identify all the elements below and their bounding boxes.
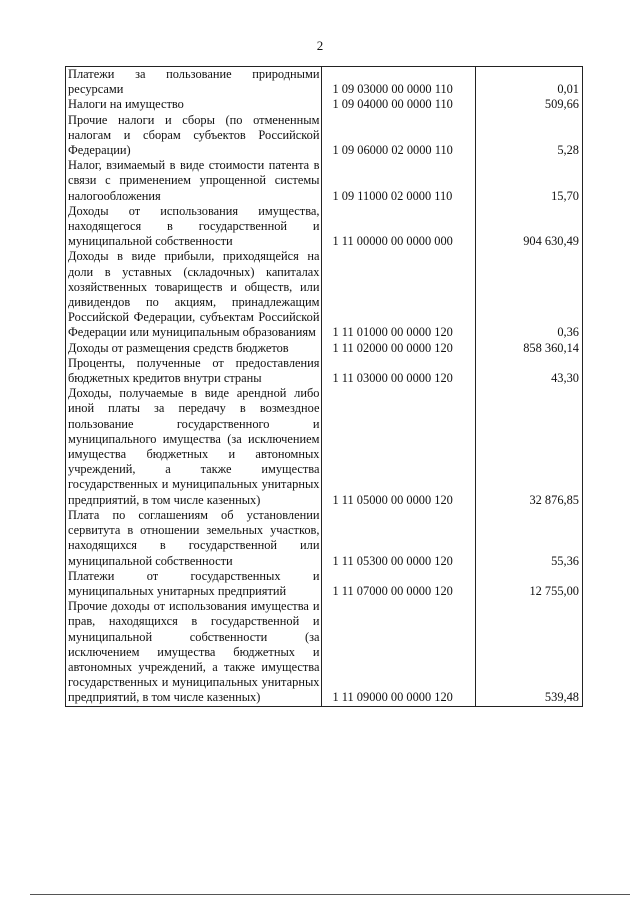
row-code: 1 11 07000 00 0000 120 [322,569,475,599]
table-row [66,97,583,112]
revenue-table [65,66,583,707]
table-row [66,113,583,159]
row-sum: 858 360,14 [475,341,582,356]
row-sum: 5,28 [475,113,582,159]
row-code: 1 11 02000 00 0000 120 [322,341,475,356]
row-name: Прочие налоги и сборы (по отмененным налогам и сборам субъектов Российской Федерации) [66,113,322,159]
row-name: Доходы от размещения средств бюджетов [66,341,322,356]
row-name: Доходы, получаемые в виде арендной либо иной платы за передачу в возмездное пользование государственного и муниципального имущества (за исключением имущества бюджетных и автономных учреждений, а также имущества государственных и муниципальных унитарных предприятий, в том числе казенных) [66,386,322,508]
row-name: Плата по соглашениям об установлении сервитута в отношении земельных участков, находящихся в государственной или муниципальной собственности [66,508,322,569]
row-sum: 55,36 [475,508,582,569]
row-code: 1 11 01000 00 0000 120 [322,249,475,340]
row-name: Доходы от использования имущества, находящегося в государственной и муниципальной собственности [66,204,322,250]
row-name: Проценты, полученные от предоставления бюджетных кредитов внутри страны [66,356,322,386]
page-bottom-rule [30,894,630,895]
row-sum: 539,48 [475,599,582,706]
row-code: 1 09 03000 00 0000 110 [322,67,475,98]
row-name: Налог, взимаемый в виде стоимости патента в связи с применением упрощенной системы налогообложения [66,158,322,204]
row-name: Прочие доходы от использования имущества и прав, находящихся в государственной и муниципальной собственности (за исключением имущества бюджетных и автономных учреждений, а также имущества государственных и муниципальных унитарных предприятий, в том числе казенных) [66,599,322,706]
row-code: 1 09 06000 02 0000 110 [322,113,475,159]
row-code: 1 09 11000 02 0000 110 [322,158,475,204]
row-code: 1 11 09000 00 0000 120 [322,599,475,706]
table-row [66,356,583,386]
row-sum: 904 630,49 [475,204,582,250]
table-row [66,386,583,508]
row-sum: 0,01 [475,67,582,98]
table-row [66,599,583,706]
page-number: 2 [316,38,324,53]
table-row [66,204,583,250]
table-row [66,249,583,340]
row-code: 1 11 05300 00 0000 120 [322,508,475,569]
row-sum: 0,36 [475,249,582,340]
table-row [66,508,583,569]
row-name: Доходы в виде прибыли, приходящейся на доли в уставных (складочных) капиталах хозяйственных товариществ и обществ, или дивидендов по акциям, принадлежащим Российской Федерации, субъектам Российской Федерации или муниципальным образованиям [66,249,322,340]
table-row [66,158,583,204]
row-sum: 15,70 [475,158,582,204]
table-row [66,341,583,356]
row-code: 1 11 05000 00 0000 120 [322,386,475,508]
row-sum: 509,66 [475,97,582,112]
row-name: Налоги на имущество [66,97,322,112]
row-name: Платежи от государственных и муниципальных унитарных предприятий [66,569,322,599]
row-sum: 12 755,00 [475,569,582,599]
table-row [66,569,583,599]
row-name: Платежи за пользование природными ресурсами [66,67,322,98]
row-code: 1 11 00000 00 0000 000 [322,204,475,250]
table-row [66,67,583,98]
row-sum: 43,30 [475,356,582,386]
row-sum: 32 876,85 [475,386,582,508]
row-code: 1 11 03000 00 0000 120 [322,356,475,386]
row-code: 1 09 04000 00 0000 110 [322,97,475,112]
